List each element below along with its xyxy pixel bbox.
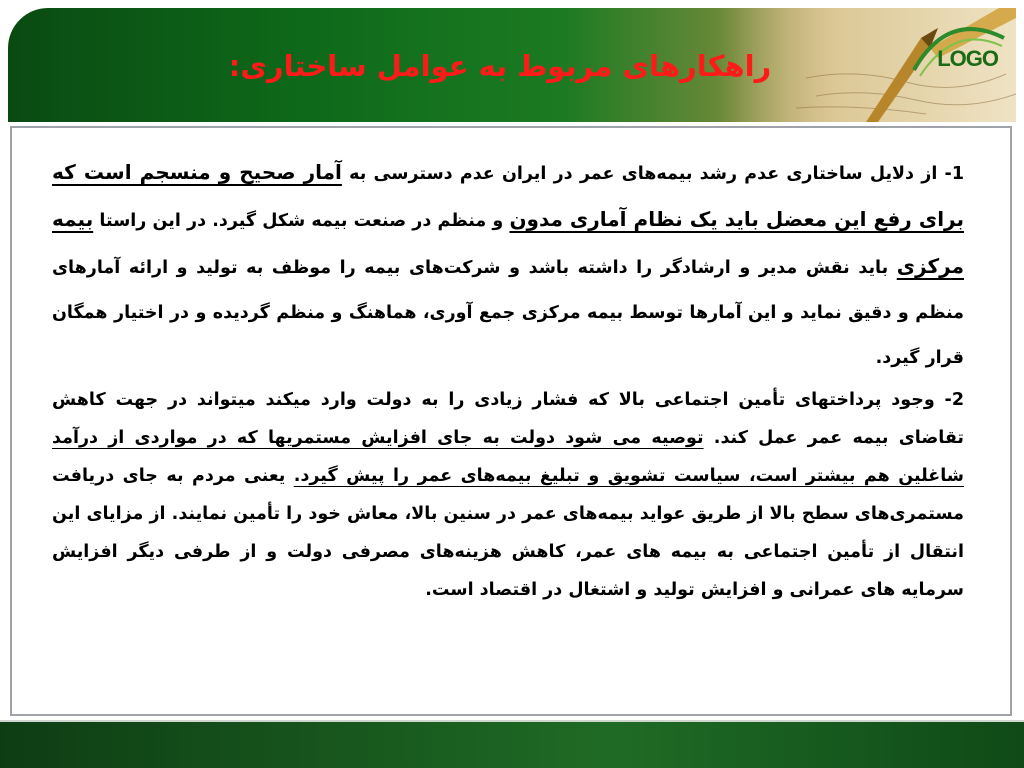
paragraph-1-text-a: 1- از دلایل ساختاری عدم رشد بیمه‌های عمر در ایران عدم دسترسی به bbox=[341, 164, 964, 184]
slide-title: راهکارهای مربوط به عوامل ساختاری: bbox=[228, 49, 772, 83]
paragraph-1 bbox=[52, 150, 964, 381]
paragraph-1-text-c: و منظم در صنعت بیمه شکل گیرد. در این راستا bbox=[93, 211, 510, 231]
paragraph-2-text-a: 2- وجود پرداختهای تأمین اجتماعی بالا که فشار زیادی را به دولت وارد میکند میتواند در جهت کاهش تقاضای بیمه عمر عمل کند. bbox=[52, 390, 964, 448]
paragraph-1-text-e: باید نقش مدیر و ارشادگر را داشته باشد و شرکت‌های بیمه را موظف به تولید و ارائه آمارهای منظم و دقیق نماید و این آمارها توسط بیمه مرکزی جمع آوری، هماهنگ و منظم گردیده و در اختیار همگان قرار گیرد. bbox=[52, 258, 964, 368]
paragraph-2 bbox=[52, 381, 964, 609]
paragraph-1-underlined-central-insurance: بیمه مرکزی bbox=[52, 207, 964, 278]
content-body bbox=[52, 150, 964, 609]
paragraph-2-underlined-recommendation: توصیه می شود دولت به جای افزایش مستمریها که در مواردی از درآمد شاغلین هم بیشتر است، سیاست تشویق و تبلیغ بیمه‌های عمر را پیش گیرد. bbox=[52, 428, 964, 486]
logo-text: LOGO bbox=[937, 46, 998, 71]
footer-band bbox=[0, 722, 1024, 768]
paragraph-2-text-c: یعنی مردم به جای دریافت مستمری‌های سطح بالا از طریق عواید بیمه‌های عمر در سنین بالا، معاش خود را تأمین نمایند. از مزایای این انتقال از تأمین اجتماعی به بیمه های عمر، کاهش هزینه‌های مصرفی دولت و از طرفی دیگر افزایش سرمایه های عمرانی و افزایش تولید و اشتغال در اقتصاد است. bbox=[52, 466, 964, 600]
paragraph-1-underlined-statistics: آمار صحیح و منسجم است که برای رفع این معضل باید یک نظام آماری مدون bbox=[52, 160, 964, 231]
